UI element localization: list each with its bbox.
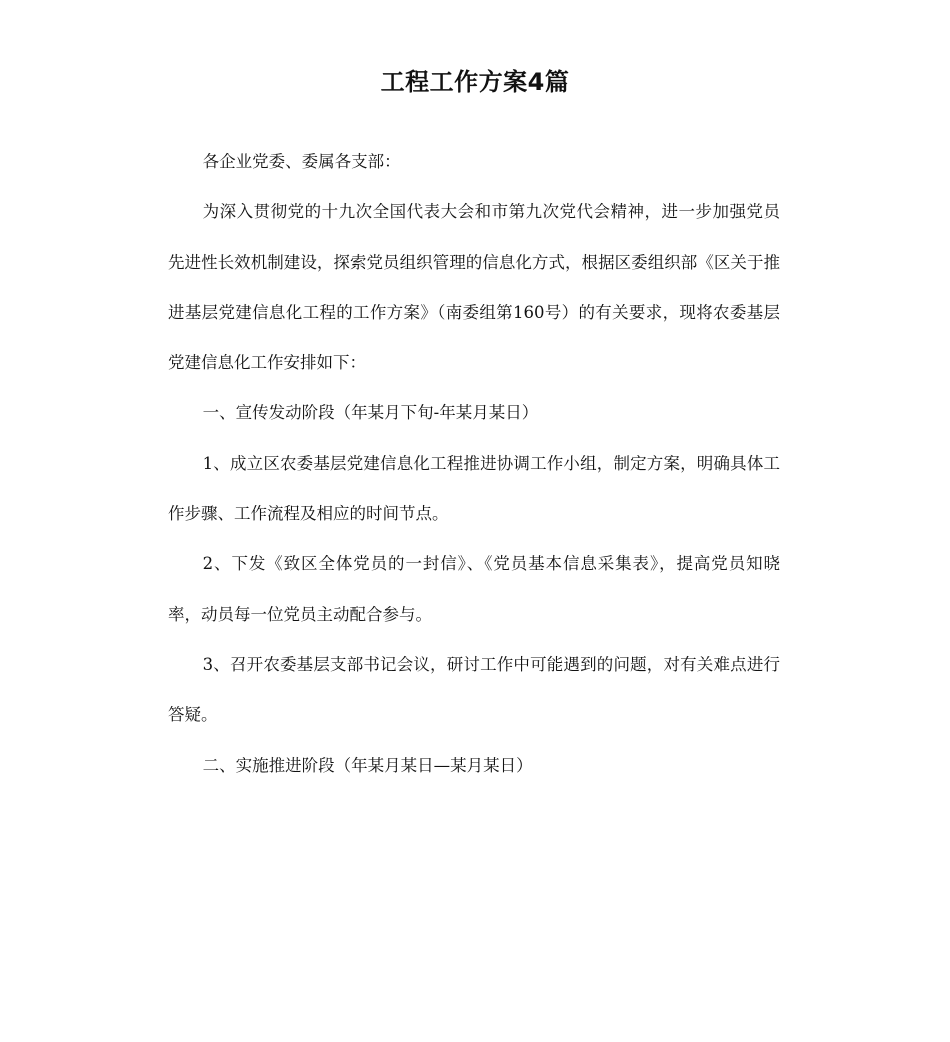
section-heading-1: 一、宣传发动阶段（年某月下旬-年某月某日） [202, 403, 539, 423]
document-body [168, 137, 780, 791]
item-paragraph-1: 1、成立区农委基层党建信息化工程推进协调工作小组，制定方案，明确具体工作步骤、工作流程及相应的时间节点。 [168, 453, 780, 524]
section-heading-2: 二、实施推进阶段（年某月某日—某月某日） [202, 755, 533, 775]
intro-paragraph: 为深入贯彻党的十九次全国代表大会和市第九次党代会精神，进一步加强党员先进性长效机制建设，探索党员组织管理的信息化方式，根据区委组织部《区关于推进基层党建信息化工程的工作方案》（南委组第160号）的有关要求，现将农委基层党建信息化工作安排如下： [168, 202, 780, 373]
document-title: 工程工作方案4篇 [380, 68, 570, 96]
item-paragraph-3: 3、召开农委基层支部书记会议，研讨工作中可能遇到的问题，对有关难点进行答疑。 [168, 654, 780, 725]
salutation-paragraph: 各企业党委、委属各支部： [202, 152, 401, 171]
item-paragraph-2: 2、下发《致区全体党员的一封信》、《党员基本信息采集表》，提高党员知晓率，动员每一位党员主动配合参与。 [168, 554, 780, 624]
